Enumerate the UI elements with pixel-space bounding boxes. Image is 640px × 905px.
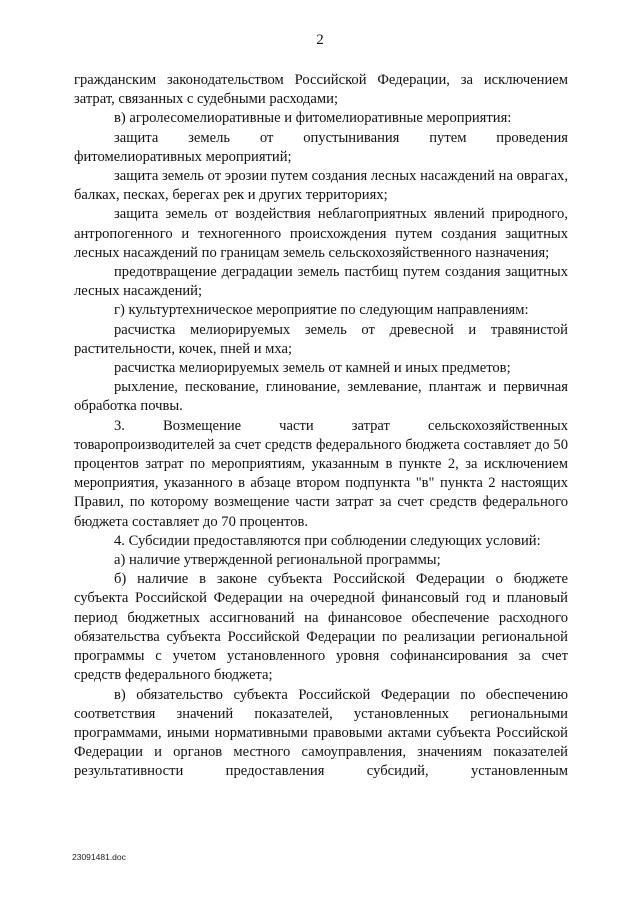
- paragraph: защита земель от опустынивания путем проведения фитомелиоративных мероприятий;: [74, 129, 568, 165]
- paragraph: расчистка мелиорируемых земель от древесной и травянистой растительности, кочек, пней и мха;: [74, 321, 568, 357]
- paragraph: 4. Субсидии предоставляются при соблюдении следующих условий:: [114, 532, 541, 549]
- paragraph: 3. Возмещение части затрат сельскохозяйственных товаропроизводителей за счет средств федерального бюджета составляет до 50 процентов затрат по мероприятиям, указанным в пункте 2, за исключением мероприятия, указанного в абзаце втором подпункта "в" пункта 2 настоящих Правил, по которому возмещение части затрат за счет средств федерального бюджета составляет до 70 процентов.: [74, 417, 568, 530]
- document-body: [74, 71, 568, 782]
- paragraph: а) наличие утвержденной региональной программы;: [114, 552, 441, 569]
- paragraph: б) наличие в законе субъекта Российской Федерации о бюджете субъекта Российской Федерации на очередной финансовый год и плановый период бюджетных ассигнований на финансовое обеспечение расходного обязательства субъекта Российской Федерации по реализации региональной программы с учетом установленного уровня софинансирования за счет средств федерального бюджета;: [74, 571, 568, 684]
- document-footer-code: 23091481.doc: [72, 852, 126, 862]
- paragraph: расчистка мелиорируемых земель от камней и иных предметов;: [114, 360, 511, 377]
- paragraph: в) агролесомелиоративные и фитомелиоративные мероприятия:: [114, 110, 512, 127]
- paragraph: защита земель от воздействия неблагоприятных явлений природного, антропогенного и техногенного происхождения путем создания защитных лесных насаждений по границам земель сельскохозяйственного назначения;: [74, 206, 568, 261]
- paragraph: г) культуртехническое мероприятие по следующим направлениям:: [114, 302, 529, 319]
- page-number: 2: [316, 32, 324, 48]
- paragraph: предотвращение деградации земель пастбищ путем создания защитных лесных насаждений;: [74, 264, 568, 300]
- paragraph: гражданским законодательством Российской Федерации, за исключением затрат, связанных с судебными расходами;: [74, 72, 568, 108]
- paragraph: защита земель от эрозии путем создания лесных насаждений на оврагах, балках, песках, берегах рек и других территориях;: [74, 168, 568, 204]
- paragraph: в) обязательство субъекта Российской Федерации по обеспечению соответствия значений показателей, установленных региональными программами, иными нормативными правовыми актами субъекта Российской Федерации и органов местного самоуправления, значениям показателей результативности предоставления субсидий, установленным: [74, 686, 568, 780]
- paragraph: рыхление, пескование, глинование, землевание, плантаж и первичная обработка почвы.: [74, 379, 568, 415]
